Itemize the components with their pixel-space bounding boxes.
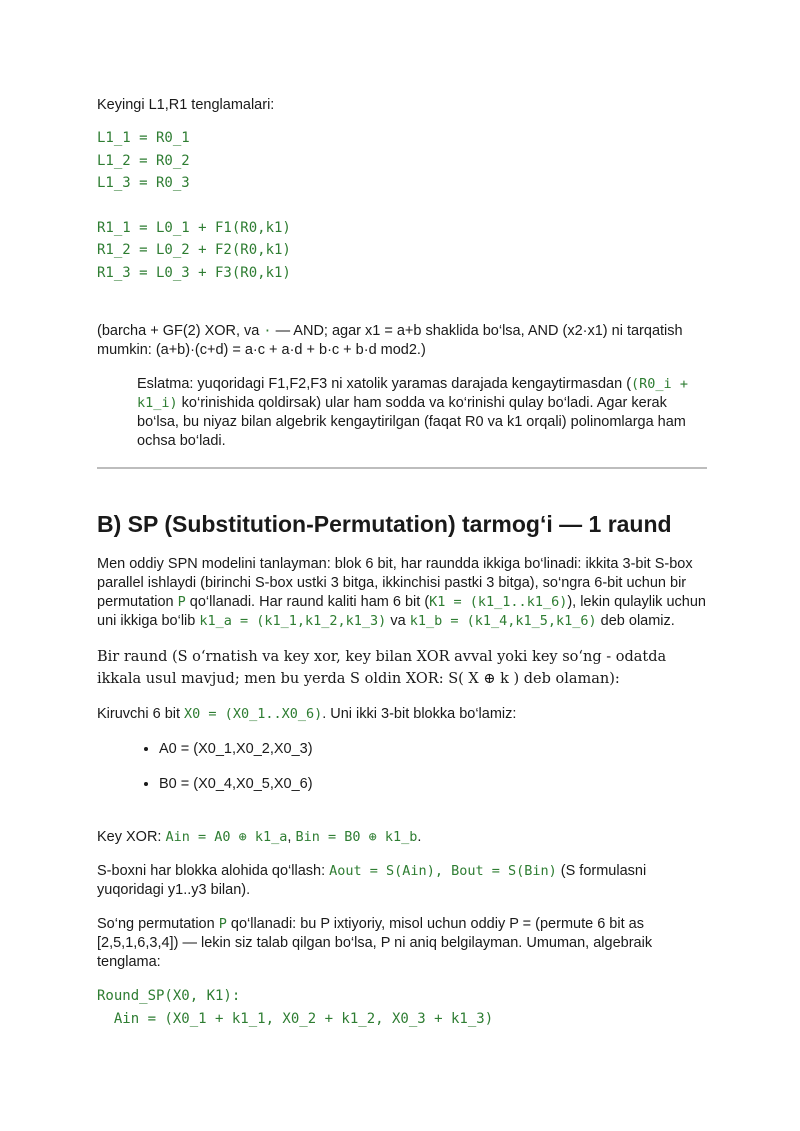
code-line: L1_1 = R0_1 [97,130,190,146]
block-list [97,740,707,794]
code-block-r1 [97,217,707,285]
inline-code: P [218,916,227,932]
intro-text: Keyingi L1,R1 tenglamalari: [97,97,275,113]
round-description: Bir raund (S o‘rnatish va key xor, key bilan XOR avval yoki key so‘ng - odatda ikkala usul mavjud; men bu yerda S oldin XOR: S( X ⊕ k ) deb olaman): [97,649,667,687]
key-xor-text: Key XOR: Ain = A0 ⊕ k1_a, Bin = B0 ⊕ k1_b. [97,829,422,845]
section-divider [97,467,707,469]
inline-code: Aout = S(Ain), Bout = S(Bin) [329,863,557,879]
document-page [97,96,707,1030]
inline-code: P [177,594,186,610]
xor-explanation: (barcha + GF(2) XOR, va · — AND; agar x1 = a+b shaklida bo‘lsa, AND (x2·x1) ni tarqatish mumkin: (a+b)·(c+d) = a·c + a·d + b·c + b·d mod2.) [97,323,683,358]
inline-code: K1 = (k1_1..k1_6) [429,594,568,610]
code-line: Round_SP(X0, K1): [97,988,241,1004]
code-line: R1_1 = L0_1 + F1(R0,k1) [97,219,291,236]
code-line: R1_2 = L0_2 + F2(R0,k1) [97,242,291,258]
inline-code: k1_b = (k1_4,k1_5,k1_6) [409,613,597,629]
note-blockquote: Eslatma: yuqoridagi F1,F2,F3 ni xatolik yaramas darajada kengaytirmasdan ((R0_i + k1_i) ko‘rinishida qoldirsak) ular ham sodda va ko‘rinishi qulay bo‘ladi. Agar kerak bo‘lsa, bu niyaz bilan algebrik kengaytirilgan (faqat R0 va k1 orqali) polinomlarga ham ochsa bo‘ladi. [137,376,688,449]
list-item: • B0 = (X0_4,X0_5,X0_6) [159,775,707,794]
input-bits-text: Kiruvchi 6 bit X0 = (X0_1..X0_6). Uni ikki 3-bit blokka bo‘lamiz: [97,706,517,722]
sbox-apply-text: S-boxni har blokka alohida qo‘llash: Aout = S(Ain), Bout = S(Bin) (S formulasni yuqoridagi y1..y3 bilan). [97,863,647,898]
code-line: Ain = (X0_1 + k1_1, X0_2 + k1_2, X0_3 + k1_3) [97,1010,494,1027]
spn-description: Men oddiy SPN modelini tanlayman: blok 6 bit, har raundda ikkiga bo‘linadi: ikkita 3-bit S-box parallel ishlaydi (birinchi S-box ustki 3 bitga, ikkinchisi pastki 3 bitga), so‘ngra 6-bit uchun bir permutation P qo‘llanadi. Har raund kaliti ham 6 bit (K1 = (k1_1..k1_6)), lekin qulaylik uchun uni ikkiga bo‘lib k1_a = (k1_1,k1_2,k1_3) va k1_b = (k1_4,k1_5,k1_6) deb olamiz. [97,556,706,629]
code-line: L1_3 = R0_3 [97,175,190,191]
inline-code: X0 = (X0_1..X0_6) [184,706,323,722]
inline-code: · [263,323,272,339]
permutation-text: So‘ng permutation P qo‘llanadi: bu P ixtiyoriy, misol uchun oddiy P = (permute 6 bit as [2,5,1,6,3,4]) — lekin siz talab qilgan bo‘lsa, P ni aniq belgilayman. Umuman, algebraik tenglama: [97,916,653,970]
code-line: R1_3 = L0_3 + F3(R0,k1) [97,264,291,281]
code-block-round [97,985,707,1030]
inline-code: Ain = A0 ⊕ k1_a [165,829,288,845]
inline-code: Bin = B0 ⊕ k1_b [295,829,418,845]
section-b-heading: B) SP (Substitution-Permutation) tarmog‘i — 1 raund [97,511,672,537]
code-block-l1 [97,127,707,195]
inline-code: (R0_i + k1_i) [137,376,688,411]
code-line: L1_2 = R0_2 [97,152,190,169]
inline-code: k1_a = (k1_1,k1_2,k1_3) [199,613,387,629]
list-item: • A0 = (X0_1,X0_2,X0_3) [159,740,707,759]
